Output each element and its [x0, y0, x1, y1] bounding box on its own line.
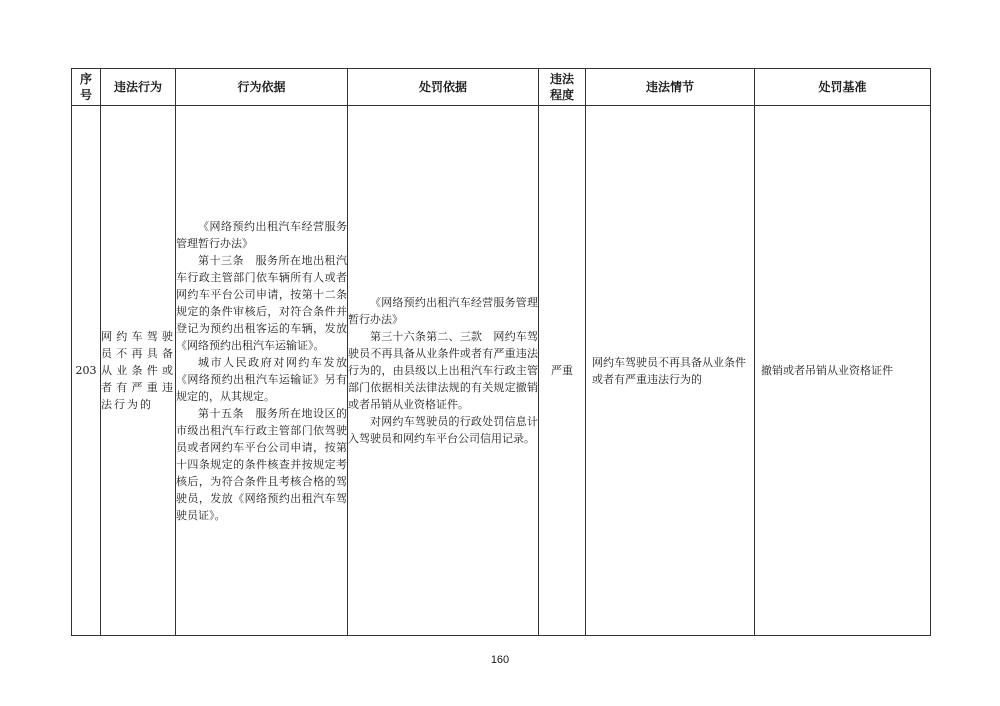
penalty-basis-paragraph: 《网络预约出租汽车经营服务管理暂行办法》 [348, 296, 538, 326]
basis-paragraph: 第十五条 服务所在地设区的市级出租汽车行政主管部门依驾驶员或者网约车平台公司申请，按第十四条规定的条件核查并按规定考核后，为符合条件且考核合格的驾驶员，发放《网络预约出租汽车驾驶员证》。 [176, 406, 347, 522]
header-circumstance: 违法情节 [586, 69, 755, 106]
row-violation: 网约车驾驶员不再具备从业条件或者有严重违法行为的 [101, 106, 176, 636]
basis-paragraph: 第十三条 服务所在地出租汽车行政主管部门依车辆所有人或者网约车平台公司申请，按第十二条规定的条件审核后，对符合条件并登记为预约出租客运的车辆，发放《网络预约出租汽车运输证》。 [176, 253, 347, 352]
page-number: 160 [490, 654, 510, 666]
row-circumstance: 网约车驾驶员不再具备从业条件或者有严重违法行为的 [586, 106, 755, 636]
header-penalty-basis: 处罚依据 [348, 69, 539, 106]
header-basis: 行为依据 [176, 69, 348, 106]
row-seq: 203 [72, 106, 101, 636]
header-seq: 序号 [72, 69, 101, 106]
header-violation: 违法行为 [101, 69, 176, 106]
header-degree: 违法程度 [539, 69, 586, 106]
header-row [72, 69, 931, 106]
row-penalty-basis [348, 106, 539, 636]
row-standard: 撤销或者吊销从业资格证件 [755, 106, 931, 636]
row-degree: 严重 [539, 106, 586, 636]
basis-paragraph: 《网络预约出租汽车经营服务管理暂行办法》 [176, 219, 347, 250]
penalty-basis-paragraph: 第三十六条第二、三款 网约车驾驶员不再具备从业条件或者有严重违法行为的，由县级以上出租汽车行政主管部门依据相关法律法规的有关规定撤销或者吊销从业资格证件。 [348, 330, 538, 411]
header-standard: 处罚基准 [755, 69, 931, 106]
penalty-basis-paragraph: 对网约车驾驶员的行政处罚信息计入驾驶员和网约车平台公司信用记录。 [348, 415, 538, 445]
penalty-standards-table [71, 68, 931, 636]
table-row [72, 106, 931, 636]
basis-paragraph: 城市人民政府对网约车发放《网络预约出租汽车运输证》另有规定的，从其规定。 [176, 355, 347, 403]
row-basis [176, 106, 348, 636]
